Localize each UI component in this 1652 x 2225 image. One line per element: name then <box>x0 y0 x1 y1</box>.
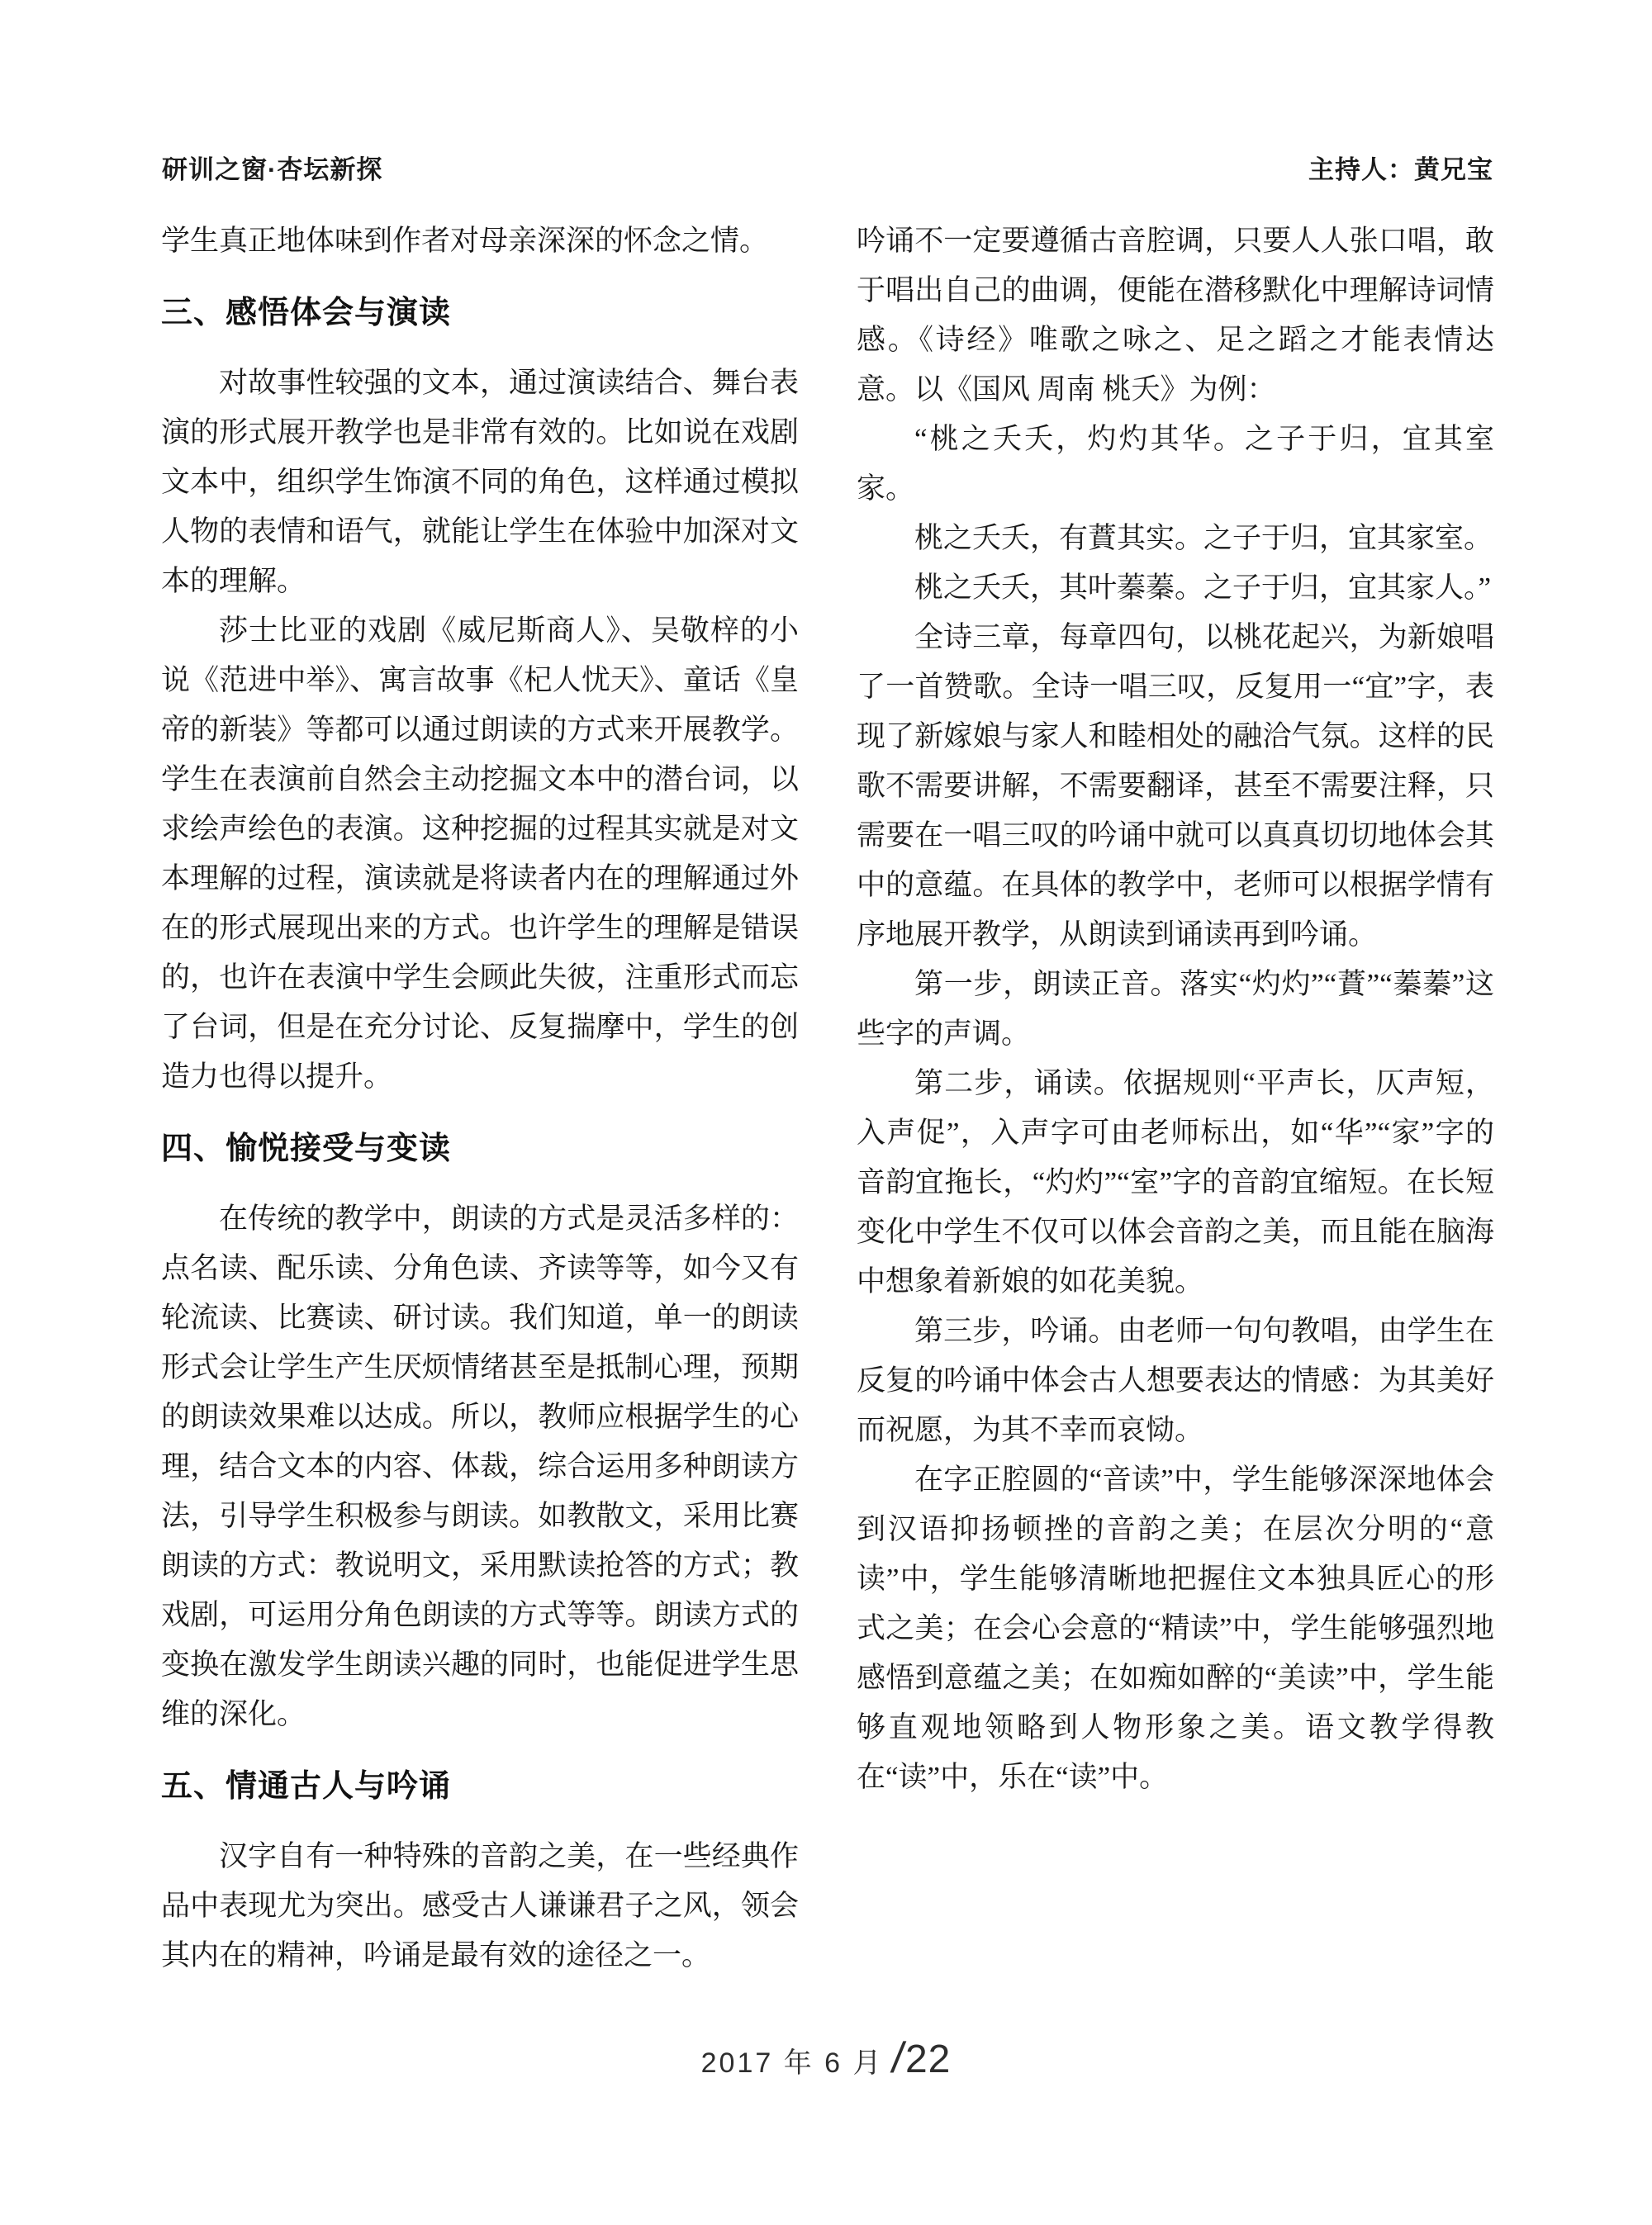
paragraph: 第三步，吟诵。由老师一句句教唱，由学生在反复的吟诵中体会古人想要表达的情感：为其美好而祝愿，为其不幸而哀恸。 <box>857 1315 1494 1446</box>
paragraph: 对故事性较强的文本，通过演读结合、舞台表演的形式展开教学也是非常有效的。比如说在戏剧文本中，组织学生饰演不同的角色，这样通过模拟人物的表情和语气，就能让学生在体验中加深对文本的理解。 <box>161 367 799 597</box>
paragraph: 学生真正地体味到作者对母亲深深的怀念之情。 <box>161 225 769 257</box>
paragraph: 吟诵不一定要遵循古音腔调，只要人人张口唱，敢于唱出自己的曲调，便能在潜移默化中理解诗词情感。《诗经》唯歌之咏之、足之蹈之才能表情达意。以《国风 周南 桃夭》为例： <box>857 225 1494 406</box>
paragraph: 在传统的教学中，朗读的方式是灵活多样的：点名读、配乐读、分角色读、齐读等等，如今又有轮流读、比赛读、研讨读。我们知道，单一的朗读形式会让学生产生厌烦情绪甚至是抵制心理，预期的朗读效果难以达成。所以，教师应根据学生的心理，结合文本的内容、体裁，综合运用多种朗读方法，引导学生积极参与朗读。如教散文，采用比赛朗读的方式：教说明文，采用默读抢答的方式；教戏剧，可运用分角色朗读的方式等等。朗读方式的变换在激发学生朗读兴趣的同时，也能促进学生思维的深化。 <box>161 1203 799 1730</box>
section-heading: 五、情通古人与吟诵 <box>161 1769 452 1804</box>
right-column <box>857 216 1494 1981</box>
footer-divider: / <box>888 2034 908 2082</box>
left-column <box>161 216 799 1981</box>
paragraph: 全诗三章，每章四句，以桃花起兴，为新娘唱了一首赞歌。全诗一唱三叹，反复用一“宜”字，表现了新嫁娘与家人和睦相处的融洽气氛。这样的民歌不需要讲解，不需要翻译，甚至不需要注释，只需要在一唱三叹的吟诵中就可以真真切切地体会其中的意蕴。在具体的教学中，老师可以根据学情有序地展开教学，从朗读到诵读再到吟诵。 <box>857 621 1494 951</box>
paragraph: 桃之夭夭，其叶蓁蓁。之子于归，宜其家人。” <box>914 572 1492 604</box>
section-heading: 四、愉悦接受与变读 <box>161 1131 452 1166</box>
paragraph: 莎士比亚的戏剧《威尼斯商人》、吴敬梓的小说《范进中举》、寓言故事《杞人忧天》、童话《皇帝的新装》等都可以通过朗读的方式来开展教学。学生在表演前自然会主动挖掘文本中的潜台词，以求绘声绘色的表演。这种挖掘的过程其实就是对文本理解的过程，演读就是将读者内在的理解通过外在的形式展现出来的方式。也许学生的理解是错误的，也许在表演中学生会顾此失彼，注重形式而忘了台词，但是在充分讨论、反复揣摩中，学生的创造力也得以提升。 <box>161 614 799 1093</box>
section-heading: 三、感悟体会与演读 <box>161 296 452 330</box>
paragraph: “桃之夭夭，灼灼其华。之子于归，宜其室家。 <box>857 423 1494 505</box>
page-footer <box>0 2033 1652 2083</box>
host-credit: 主持人：黄兄宝 <box>1308 155 1493 184</box>
paragraph: 汉字自有一种特殊的音韵之美，在一些经典作品中表现尤为突出。感受古人谦谦君子之风，领会其内在的精神，吟诵是最有效的途径之一。 <box>161 1840 799 1971</box>
paragraph: 在字正腔圆的“音读”中，学生能够深深地体会到汉语抑扬顿挫的音韵之美；在层次分明的“意读”中，学生能够清晰地把握住文本独具匠心的形式之美；在会心会意的“精读”中，学生能够强烈地感悟到意蕴之美；在如痴如醉的“美读”中，学生能够直观地领略到人物形象之美。语文教学得教在“读”中，乐在“读”中。 <box>857 1464 1494 1793</box>
paragraph: 桃之夭夭，有蕡其实。之子于归，宜其家室。 <box>914 522 1493 554</box>
article-body <box>161 216 1494 1981</box>
paragraph: 第二步，诵读。依据规则“平声长，仄声短，入声促”，入声字可由老师标出，如“华”“家”字的音韵宜拖长，“灼灼”“室”字的音韵宜缩短。在长短变化中学生不仅可以体会音韵之美，而且能在脑海中想象着新娘的如花美貌。 <box>857 1067 1494 1298</box>
page-number: 22 <box>904 2038 952 2081</box>
journal-section-title: 研训之窗·杏坛新探 <box>162 155 383 184</box>
footer-date: 2017 年 6 月 <box>700 2047 884 2079</box>
paragraph: 第一步，朗读正音。落实“灼灼”“蕡”“蓁蓁”这些字的声调。 <box>857 968 1494 1050</box>
page-header <box>162 149 1493 186</box>
